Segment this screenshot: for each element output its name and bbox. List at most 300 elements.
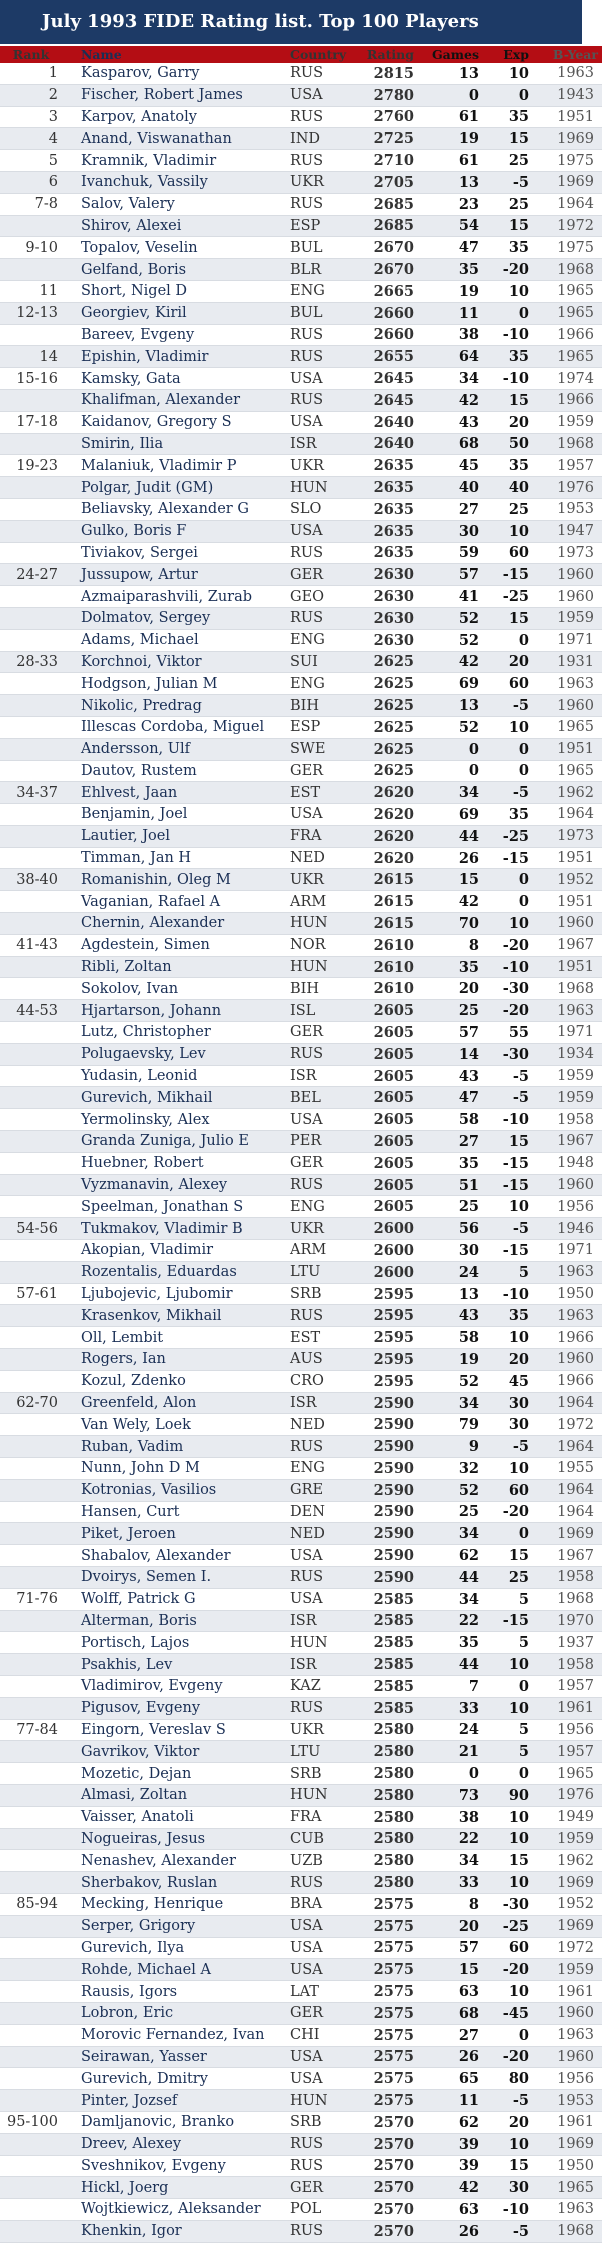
table-row xyxy=(0,1370,602,1392)
exp-cell: 80 xyxy=(488,2068,539,2090)
exp-cell: -5 xyxy=(488,171,539,193)
table-row xyxy=(0,1327,602,1349)
birth-year-cell: 1971 xyxy=(539,1022,602,1044)
games-cell: 52 xyxy=(426,716,488,738)
player-name-cell: Vyzmanavin, Alexey xyxy=(62,1174,287,1196)
player-name-cell: Sherbakov, Ruslan xyxy=(62,1872,287,1894)
column-header-name: Name xyxy=(62,46,287,63)
rank-cell: 5 xyxy=(0,150,62,172)
country-cell: RUS xyxy=(287,1174,358,1196)
table-row xyxy=(0,1436,602,1458)
country-cell: RUS xyxy=(287,1697,358,1719)
table-row xyxy=(0,2177,602,2199)
birth-year-cell: 1951 xyxy=(539,738,602,760)
table-row xyxy=(0,1196,602,1218)
exp-cell: -10 xyxy=(488,324,539,346)
games-cell: 0 xyxy=(426,84,488,106)
games-cell: 69 xyxy=(426,673,488,695)
exp-cell: -20 xyxy=(488,1000,539,1022)
table-row xyxy=(0,1152,602,1174)
exp-cell: 25 xyxy=(488,150,539,172)
rank-cell xyxy=(0,825,62,847)
rating-cell: 2585 xyxy=(358,1632,426,1654)
exp-cell: -30 xyxy=(488,1893,539,1915)
player-name-cell: Dvoirys, Semen I. xyxy=(62,1566,287,1588)
games-cell: 11 xyxy=(426,2090,488,2112)
country-cell: ISR xyxy=(287,1392,358,1414)
rank-cell xyxy=(0,1131,62,1153)
rating-cell: 2585 xyxy=(358,1588,426,1610)
games-cell: 24 xyxy=(426,1261,488,1283)
table-row xyxy=(0,1719,602,1741)
country-cell: GEO xyxy=(287,586,358,608)
birth-year-cell: 1971 xyxy=(539,629,602,651)
games-cell: 33 xyxy=(426,1697,488,1719)
rank-cell xyxy=(0,1043,62,1065)
table-row xyxy=(0,2090,602,2112)
rating-cell: 2605 xyxy=(358,1131,426,1153)
rank-cell xyxy=(0,716,62,738)
country-cell: SUI xyxy=(287,651,358,673)
games-cell: 35 xyxy=(426,259,488,281)
birth-year-cell: 1969 xyxy=(539,1523,602,1545)
rating-cell: 2630 xyxy=(358,564,426,586)
table-row xyxy=(0,956,602,978)
birth-year-cell: 1959 xyxy=(539,1087,602,1109)
birth-year-cell: 1968 xyxy=(539,259,602,281)
player-name-cell: Pigusov, Evgeny xyxy=(62,1697,287,1719)
exp-cell: -25 xyxy=(488,1915,539,1937)
player-name-cell: Gavrikov, Viktor xyxy=(62,1741,287,1763)
rating-cell: 2580 xyxy=(358,1872,426,1894)
birth-year-cell: 1947 xyxy=(539,520,602,542)
rating-cell: 2595 xyxy=(358,1327,426,1349)
exp-cell: -10 xyxy=(488,1283,539,1305)
birth-year-cell: 1948 xyxy=(539,1152,602,1174)
player-name-cell: Greenfeld, Alon xyxy=(62,1392,287,1414)
rating-cell: 2815 xyxy=(358,63,426,84)
column-header-birth-year: B-Year xyxy=(539,46,602,63)
country-cell: ENG xyxy=(287,1196,358,1218)
table-row xyxy=(0,1174,602,1196)
player-name-cell: Tukmakov, Vladimir B xyxy=(62,1218,287,1240)
country-cell: IND xyxy=(287,128,358,150)
rank-cell xyxy=(0,1501,62,1523)
country-cell: USA xyxy=(287,1588,358,1610)
exp-cell: -15 xyxy=(488,1174,539,1196)
rank-cell xyxy=(0,2220,62,2242)
birth-year-cell: 1968 xyxy=(539,2220,602,2242)
table-row xyxy=(0,1392,602,1414)
games-cell: 38 xyxy=(426,324,488,346)
birth-year-cell: 1962 xyxy=(539,1850,602,1872)
rating-cell: 2575 xyxy=(358,2002,426,2024)
table-row xyxy=(0,1131,602,1153)
exp-cell: 5 xyxy=(488,1741,539,1763)
table-row xyxy=(0,2133,602,2155)
player-name-cell: Rausis, Igors xyxy=(62,1981,287,2003)
exp-cell: 10 xyxy=(488,1872,539,1894)
birth-year-cell: 1960 xyxy=(539,2002,602,2024)
player-name-cell: Ivanchuk, Vassily xyxy=(62,171,287,193)
games-cell: 68 xyxy=(426,433,488,455)
rating-cell: 2630 xyxy=(358,586,426,608)
birth-year-cell: 1975 xyxy=(539,237,602,259)
table-row xyxy=(0,389,602,411)
player-name-cell: Morovic Fernandez, Ivan xyxy=(62,2024,287,2046)
exp-cell: -10 xyxy=(488,2199,539,2221)
rating-cell: 2615 xyxy=(358,891,426,913)
games-cell: 42 xyxy=(426,2177,488,2199)
games-cell: 35 xyxy=(426,1632,488,1654)
rating-cell: 2620 xyxy=(358,804,426,826)
player-name-cell: Polugaevsky, Lev xyxy=(62,1043,287,1065)
ratings-table xyxy=(0,46,602,2243)
country-cell: GER xyxy=(287,760,358,782)
player-name-cell: Lobron, Eric xyxy=(62,2002,287,2024)
games-cell: 58 xyxy=(426,1109,488,1131)
games-cell: 22 xyxy=(426,1828,488,1850)
exp-cell: -5 xyxy=(488,1436,539,1458)
player-name-cell: Shirov, Alexei xyxy=(62,215,287,237)
exp-cell: -20 xyxy=(488,259,539,281)
player-name-cell: Huebner, Robert xyxy=(62,1152,287,1174)
games-cell: 70 xyxy=(426,913,488,935)
exp-cell: 10 xyxy=(488,1806,539,1828)
player-name-cell: Yudasin, Leonid xyxy=(62,1065,287,1087)
games-cell: 0 xyxy=(426,760,488,782)
table-row xyxy=(0,1893,602,1915)
rank-cell xyxy=(0,1959,62,1981)
games-cell: 19 xyxy=(426,128,488,150)
player-name-cell: Anand, Viswanathan xyxy=(62,128,287,150)
table-row xyxy=(0,1458,602,1480)
table-row xyxy=(0,2046,602,2068)
games-cell: 43 xyxy=(426,1065,488,1087)
table-row xyxy=(0,1763,602,1785)
country-cell: ISR xyxy=(287,1610,358,1632)
country-cell: BIH xyxy=(287,978,358,1000)
country-cell: SRB xyxy=(287,1763,358,1785)
country-cell: GER xyxy=(287,1152,358,1174)
player-name-cell: Kasparov, Garry xyxy=(62,63,287,84)
country-cell: GER xyxy=(287,2177,358,2199)
rank-cell: 77-84 xyxy=(0,1719,62,1741)
birth-year-cell: 1959 xyxy=(539,1065,602,1087)
table-row xyxy=(0,150,602,172)
games-cell: 43 xyxy=(426,1305,488,1327)
player-name-cell: Nenashev, Alexander xyxy=(62,1850,287,1872)
games-cell: 13 xyxy=(426,1283,488,1305)
rank-cell: 1 xyxy=(0,63,62,84)
country-cell: USA xyxy=(287,368,358,390)
birth-year-cell: 1952 xyxy=(539,1893,602,1915)
exp-cell: -5 xyxy=(488,1065,539,1087)
exp-cell: 20 xyxy=(488,2111,539,2133)
exp-cell: 5 xyxy=(488,1719,539,1741)
exp-cell: 25 xyxy=(488,193,539,215)
rating-cell: 2595 xyxy=(358,1349,426,1371)
table-row xyxy=(0,520,602,542)
country-cell: RUS xyxy=(287,150,358,172)
table-row xyxy=(0,1784,602,1806)
games-cell: 27 xyxy=(426,2024,488,2046)
exp-cell: -30 xyxy=(488,978,539,1000)
table-row xyxy=(0,1043,602,1065)
games-cell: 20 xyxy=(426,978,488,1000)
rank-cell xyxy=(0,1632,62,1654)
country-cell: CHI xyxy=(287,2024,358,2046)
exp-cell: 60 xyxy=(488,673,539,695)
exp-cell: 15 xyxy=(488,1850,539,1872)
rating-cell: 2605 xyxy=(358,1109,426,1131)
player-name-cell: Adams, Michael xyxy=(62,629,287,651)
player-name-cell: Piket, Jeroen xyxy=(62,1523,287,1545)
table-row xyxy=(0,1065,602,1087)
birth-year-cell: 1953 xyxy=(539,2090,602,2112)
birth-year-cell: 1956 xyxy=(539,1719,602,1741)
country-cell: HUN xyxy=(287,2090,358,2112)
rating-cell: 2570 xyxy=(358,2220,426,2242)
country-cell: HUN xyxy=(287,1784,358,1806)
table-row xyxy=(0,324,602,346)
rank-cell xyxy=(0,629,62,651)
birth-year-cell: 1973 xyxy=(539,825,602,847)
table-row xyxy=(0,2024,602,2046)
exp-cell: 90 xyxy=(488,1784,539,1806)
rank-cell xyxy=(0,1065,62,1087)
rating-cell: 2590 xyxy=(358,1392,426,1414)
games-cell: 52 xyxy=(426,1370,488,1392)
birth-year-cell: 1957 xyxy=(539,1741,602,1763)
player-name-cell: Epishin, Vladimir xyxy=(62,346,287,368)
games-cell: 40 xyxy=(426,477,488,499)
birth-year-cell: 1972 xyxy=(539,1937,602,1959)
games-cell: 64 xyxy=(426,346,488,368)
rank-cell xyxy=(0,1850,62,1872)
table-row xyxy=(0,498,602,520)
table-row xyxy=(0,847,602,869)
birth-year-cell: 1968 xyxy=(539,1588,602,1610)
games-cell: 45 xyxy=(426,455,488,477)
exp-cell: 35 xyxy=(488,106,539,128)
rank-cell xyxy=(0,1327,62,1349)
table-row xyxy=(0,1741,602,1763)
exp-cell: -5 xyxy=(488,2090,539,2112)
rank-cell: 15-16 xyxy=(0,368,62,390)
rank-cell xyxy=(0,389,62,411)
player-name-cell: Psakhis, Lev xyxy=(62,1654,287,1676)
exp-cell: 0 xyxy=(488,302,539,324)
rating-cell: 2600 xyxy=(358,1218,426,1240)
country-cell: USA xyxy=(287,1937,358,1959)
table-row xyxy=(0,1654,602,1676)
player-name-cell: Portisch, Lajos xyxy=(62,1632,287,1654)
rating-cell: 2635 xyxy=(358,542,426,564)
birth-year-cell: 1953 xyxy=(539,498,602,520)
birth-year-cell: 1965 xyxy=(539,716,602,738)
birth-year-cell: 1969 xyxy=(539,1915,602,1937)
player-name-cell: Tiviakov, Sergei xyxy=(62,542,287,564)
table-row xyxy=(0,84,602,106)
rating-cell: 2585 xyxy=(358,1654,426,1676)
birth-year-cell: 1967 xyxy=(539,1131,602,1153)
rank-cell: 54-56 xyxy=(0,1218,62,1240)
exp-cell: 10 xyxy=(488,280,539,302)
rating-cell: 2575 xyxy=(358,1937,426,1959)
exp-cell: 35 xyxy=(488,346,539,368)
rating-cell: 2630 xyxy=(358,629,426,651)
rank-cell xyxy=(0,607,62,629)
column-header-rating: Rating xyxy=(358,46,426,63)
birth-year-cell: 1965 xyxy=(539,1763,602,1785)
rank-cell xyxy=(0,1349,62,1371)
rating-cell: 2575 xyxy=(358,2068,426,2090)
games-cell: 27 xyxy=(426,1131,488,1153)
rank-cell: 85-94 xyxy=(0,1893,62,1915)
rating-cell: 2570 xyxy=(358,2199,426,2221)
birth-year-cell: 1976 xyxy=(539,1784,602,1806)
rating-cell: 2570 xyxy=(358,2111,426,2133)
birth-year-cell: 1965 xyxy=(539,346,602,368)
rating-cell: 2590 xyxy=(358,1414,426,1436)
rating-cell: 2580 xyxy=(358,1763,426,1785)
rating-cell: 2685 xyxy=(358,193,426,215)
rating-cell: 2670 xyxy=(358,259,426,281)
country-cell: RUS xyxy=(287,346,358,368)
country-cell: USA xyxy=(287,804,358,826)
player-name-cell: Gelfand, Boris xyxy=(62,259,287,281)
exp-cell: 10 xyxy=(488,1654,539,1676)
birth-year-cell: 1956 xyxy=(539,2068,602,2090)
rank-cell: 2 xyxy=(0,84,62,106)
table-row xyxy=(0,1566,602,1588)
exp-cell: -10 xyxy=(488,956,539,978)
rating-cell: 2585 xyxy=(358,1610,426,1632)
birth-year-cell: 1957 xyxy=(539,455,602,477)
birth-year-cell: 1967 xyxy=(539,934,602,956)
table-row xyxy=(0,193,602,215)
rating-cell: 2570 xyxy=(358,2155,426,2177)
rank-cell: 71-76 xyxy=(0,1588,62,1610)
games-cell: 26 xyxy=(426,2220,488,2242)
games-cell: 61 xyxy=(426,106,488,128)
player-name-cell: Damljanovic, Branko xyxy=(62,2111,287,2133)
rank-cell xyxy=(0,2068,62,2090)
player-name-cell: Dolmatov, Sergey xyxy=(62,607,287,629)
player-name-cell: Lautier, Joel xyxy=(62,825,287,847)
birth-year-cell: 1963 xyxy=(539,673,602,695)
rank-cell xyxy=(0,1196,62,1218)
player-name-cell: Rozentalis, Eduardas xyxy=(62,1261,287,1283)
table-row xyxy=(0,128,602,150)
birth-year-cell: 1958 xyxy=(539,1566,602,1588)
exp-cell: -15 xyxy=(488,1152,539,1174)
rating-cell: 2685 xyxy=(358,215,426,237)
games-cell: 61 xyxy=(426,150,488,172)
rank-cell xyxy=(0,1436,62,1458)
table-row xyxy=(0,368,602,390)
player-name-cell: Karpov, Anatoly xyxy=(62,106,287,128)
birth-year-cell: 1961 xyxy=(539,1981,602,2003)
exp-cell: 0 xyxy=(488,760,539,782)
player-name-cell: Pinter, Jozsef xyxy=(62,2090,287,2112)
games-cell: 30 xyxy=(426,1240,488,1262)
birth-year-cell: 1969 xyxy=(539,128,602,150)
rank-cell: 12-13 xyxy=(0,302,62,324)
exp-cell: 25 xyxy=(488,1566,539,1588)
country-cell: BEL xyxy=(287,1087,358,1109)
player-name-cell: Nogueiras, Jesus xyxy=(62,1828,287,1850)
rating-cell: 2605 xyxy=(358,1196,426,1218)
player-name-cell: Dautov, Rustem xyxy=(62,760,287,782)
table-row xyxy=(0,1828,602,1850)
birth-year-cell: 1956 xyxy=(539,1196,602,1218)
country-cell: ARM xyxy=(287,1240,358,1262)
rank-cell xyxy=(0,1828,62,1850)
country-cell: RUS xyxy=(287,106,358,128)
rank-cell xyxy=(0,1784,62,1806)
rank-cell: 7-8 xyxy=(0,193,62,215)
rating-cell: 2580 xyxy=(358,1741,426,1763)
birth-year-cell: 1952 xyxy=(539,869,602,891)
rating-cell: 2585 xyxy=(358,1697,426,1719)
exp-cell: 10 xyxy=(488,1327,539,1349)
country-cell: ISR xyxy=(287,433,358,455)
column-header-exp: Exp xyxy=(488,46,539,63)
rating-cell: 2575 xyxy=(358,1915,426,1937)
rank-cell xyxy=(0,1741,62,1763)
birth-year-cell: 1958 xyxy=(539,1109,602,1131)
rank-cell: 44-53 xyxy=(0,1000,62,1022)
rating-cell: 2625 xyxy=(358,716,426,738)
rating-cell: 2580 xyxy=(358,1828,426,1850)
games-cell: 34 xyxy=(426,782,488,804)
exp-cell: 10 xyxy=(488,1196,539,1218)
games-cell: 62 xyxy=(426,1545,488,1567)
games-cell: 35 xyxy=(426,956,488,978)
country-cell: FRA xyxy=(287,1806,358,1828)
country-cell: SLO xyxy=(287,498,358,520)
table-row xyxy=(0,1087,602,1109)
birth-year-cell: 1964 xyxy=(539,1479,602,1501)
country-cell: CRO xyxy=(287,1370,358,1392)
games-cell: 43 xyxy=(426,411,488,433)
rating-cell: 2635 xyxy=(358,520,426,542)
games-cell: 47 xyxy=(426,1087,488,1109)
games-cell: 27 xyxy=(426,498,488,520)
player-name-cell: Agdestein, Simen xyxy=(62,934,287,956)
player-name-cell: Yermolinsky, Alex xyxy=(62,1109,287,1131)
page-title: July 1993 FIDE Rating list. Top 100 Players xyxy=(0,0,582,44)
games-cell: 44 xyxy=(426,1654,488,1676)
table-row xyxy=(0,825,602,847)
player-name-cell: Ehlvest, Jaan xyxy=(62,782,287,804)
player-name-cell: Rohde, Michael A xyxy=(62,1959,287,1981)
country-cell: ISR xyxy=(287,1654,358,1676)
exp-cell: -5 xyxy=(488,782,539,804)
country-cell: UKR xyxy=(287,171,358,193)
table-row xyxy=(0,1937,602,1959)
player-name-cell: Bareev, Evgeny xyxy=(62,324,287,346)
table-row xyxy=(0,978,602,1000)
player-name-cell: Ribli, Zoltan xyxy=(62,956,287,978)
rank-cell xyxy=(0,2133,62,2155)
rank-cell xyxy=(0,1806,62,1828)
rating-cell: 2660 xyxy=(358,324,426,346)
column-header-country: Country xyxy=(287,46,358,63)
rank-cell xyxy=(0,324,62,346)
